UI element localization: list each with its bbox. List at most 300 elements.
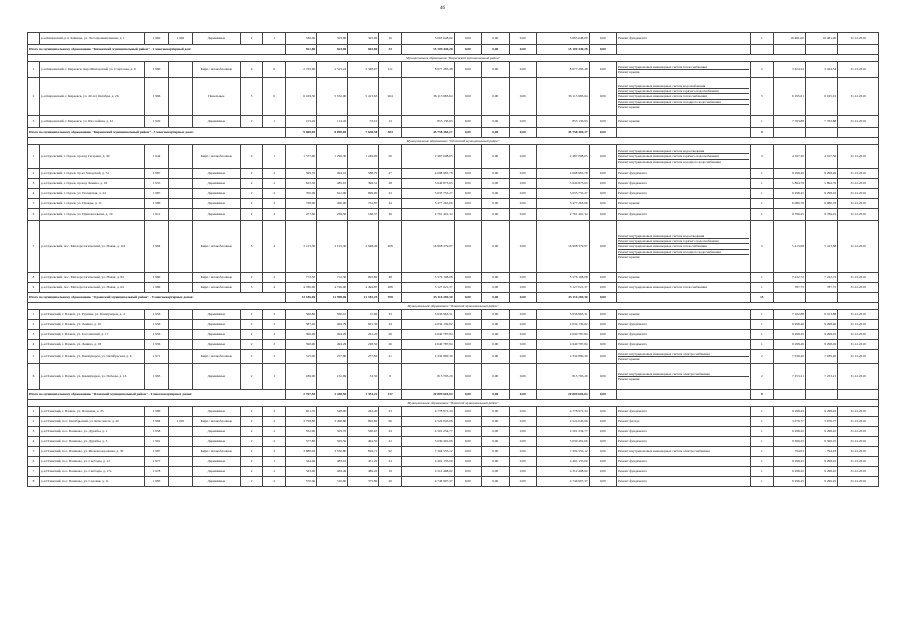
row-number: 3	[28, 116, 40, 128]
renovation-year-cell	[169, 221, 193, 273]
other-funds-cell: 0,00	[589, 62, 616, 78]
building-row	[28, 310, 879, 320]
renovation-year-cell	[169, 457, 193, 467]
unit-cost-cell: 9 296,45	[773, 477, 805, 487]
built-year-cell: 1 984	[145, 221, 169, 273]
budget-municipal-cell: 0,00	[509, 145, 536, 169]
floors-cell: 2	[240, 179, 263, 189]
budget-region-cell: 0,00	[482, 437, 509, 447]
work-count-cell: 5	[750, 78, 773, 116]
residents-cell: 22	[379, 437, 402, 447]
fund-cell: 0,00	[454, 457, 481, 467]
work-type-item: Ремонт крыши	[618, 357, 640, 361]
residents-cell: 24	[379, 427, 402, 437]
wall-material-cell: Деревянные	[192, 310, 240, 320]
building-row	[28, 407, 879, 417]
total-area-value: 921,80	[286, 45, 317, 55]
work-type-item: Ремонт крыши	[618, 201, 640, 206]
total-owners-funds: 45 758 369,17	[537, 128, 590, 138]
budget-region-cell: 0,00	[482, 145, 509, 169]
max-unit-cost-cell: 3 076,77	[805, 417, 837, 427]
unit-cost-cell: 9 298,45	[773, 407, 805, 417]
work-type-cell	[617, 310, 751, 320]
total-cost-cell: 2 761 491,34	[401, 209, 454, 221]
address-cell: р-н Одоевский, пос. Метеорологический, ул. Новая, д. 84	[39, 273, 144, 283]
municipality-title: Муниципальное образование "Одоевский муниципальный район"	[28, 138, 879, 145]
work-type-cell	[617, 209, 751, 221]
total-cost: 45 116 269,30	[401, 293, 454, 303]
address-cell: р-н Плавский, г. Плавск, ул. Ясеневая, д. 25	[39, 407, 144, 417]
residents-cell: 264	[379, 78, 402, 116]
fund-cell: 0,00	[454, 189, 481, 199]
row-number: 1	[28, 407, 40, 417]
total-area-cell: 186,90	[286, 364, 317, 390]
floors-cell: 4	[240, 62, 263, 78]
building-row	[28, 33, 879, 45]
residents-cell: 288	[379, 283, 402, 293]
work-count-cell: 1	[750, 457, 773, 467]
building-row	[28, 78, 879, 116]
budget-region-cell: 0,00	[482, 407, 509, 417]
building-row	[28, 273, 879, 283]
unit-cost-cell: 5 894,79	[773, 179, 805, 189]
residents-cell: 96	[379, 417, 402, 427]
total-cost-cell: 5 039 491,06	[401, 437, 454, 447]
deadline-cell: 31.12.2019	[838, 417, 879, 427]
owners-funds-cell: 5 039 491,06	[537, 437, 590, 447]
residential-area-cell: 528,00	[317, 407, 348, 417]
budget-municipal-cell: 0,00	[509, 221, 536, 273]
work-count-cell: 1	[750, 427, 773, 437]
row-number: 3	[28, 427, 40, 437]
floors-cell: 2	[240, 447, 263, 457]
work-count-cell: 1	[750, 477, 773, 487]
row-number: 5	[28, 350, 40, 364]
work-count-cell: 1	[750, 116, 773, 128]
work-type-item: Ремонт фасада	[618, 419, 640, 424]
built-year-cell: 1 955	[145, 179, 169, 189]
built-year-cell: 1 958	[145, 427, 169, 437]
entrances-cell: 1	[263, 145, 286, 169]
municipality-title: Муниципальное образование "Плавский муниципальный район"	[28, 400, 879, 407]
work-type-item: Ремонт фундамента	[618, 171, 647, 176]
total-blank	[838, 293, 879, 303]
total-area-cell: 2 745,60	[286, 62, 317, 78]
budget-municipal-cell: 0,00	[509, 310, 536, 320]
residents-cell: 208	[379, 221, 402, 273]
built-year-cell: 1 966	[145, 78, 169, 116]
residents-cell: 56	[379, 145, 402, 169]
owners-funds-cell: 3 635 755,27	[537, 189, 590, 199]
address-cell: р-н Киреевский, г. Киреевск, ул. 40 лет Октября, д. 26	[39, 78, 144, 116]
residential-area-cell: 269,30	[317, 209, 348, 221]
entrances-cell: 2	[263, 199, 286, 209]
owned-area-cell: 2 948,46	[348, 221, 379, 273]
work-type-item: Ремонт внутридомовых инженерных систем теплоснабжения	[618, 94, 749, 99]
work-type-cell	[617, 320, 751, 330]
work-type-cell	[617, 330, 751, 340]
owners-funds-cell: 2 487 008,05	[537, 145, 590, 169]
work-type-item: Ремонт фундамента	[618, 191, 647, 196]
max-unit-cost-cell: 5 894,79	[805, 179, 837, 189]
max-unit-cost-cell: 9 298,45	[805, 330, 837, 340]
wall-material-cell: Деревянные	[192, 437, 240, 447]
owners-funds-cell: 4 098 981,78	[537, 169, 590, 179]
budget-region-cell: 0,00	[482, 283, 509, 293]
building-row	[28, 427, 879, 437]
budget-region-cell: 0,00	[482, 209, 509, 221]
max-unit-cost-cell: 4 197,30	[805, 145, 837, 169]
owners-funds-cell: 36 113 983,64	[537, 78, 590, 116]
total-cost-cell: 4 524 045,06	[401, 417, 454, 427]
built-year-cell: 1 980	[145, 199, 169, 209]
row-number: 7	[28, 221, 40, 273]
work-count-cell: 2	[750, 364, 773, 390]
work-type-cell	[617, 447, 751, 457]
work-type-cell	[617, 145, 751, 169]
renovation-year-cell	[169, 62, 193, 78]
work-count-cell: 1	[750, 179, 773, 189]
fund-cell: 0,00	[454, 467, 481, 477]
work-type-item: Ремонт крыши	[618, 119, 640, 124]
deadline-cell: 31.12.2019	[838, 427, 879, 437]
total-cost-cell: 4 778 971,34	[401, 407, 454, 417]
built-year-cell: 1 983	[145, 477, 169, 487]
work-type-item: Ремонт фундамента	[618, 469, 647, 474]
wall-material-cell: Деревянные	[192, 427, 240, 437]
address-cell: р-н Одоевский, г. Одоев, проезд Ленина, д. 18	[39, 179, 144, 189]
residents-cell: 26	[379, 340, 402, 350]
budget-municipal-cell: 0,00	[509, 320, 536, 330]
owners-funds-cell: 4 640 787,84	[537, 330, 590, 340]
total-cost: 45 758 369,17	[401, 128, 454, 138]
work-count-cell: 1	[750, 340, 773, 350]
budget-region-cell: 0,00	[482, 310, 509, 320]
total-cost-cell: 3 636 963,31	[401, 310, 454, 320]
building-row	[28, 116, 879, 128]
work-type-item: Ремонт фундамента	[618, 409, 647, 414]
total-blank	[805, 45, 837, 55]
residential-area-cell: 1 290,30	[317, 145, 348, 169]
budget-municipal-cell: 0,00	[509, 364, 536, 390]
total-cost-cell: 5 063 048,00	[401, 33, 454, 45]
residents-cell: 16	[379, 33, 402, 45]
wall-material-cell: Деревянные	[192, 467, 240, 477]
max-unit-cost-cell: 9 298,45	[805, 467, 837, 477]
other-funds-cell: 0,00	[589, 310, 616, 320]
total-cost-cell: 855 136,93	[401, 116, 454, 128]
residents-cell: 23	[379, 407, 402, 417]
entrances-cell: 6	[263, 62, 286, 78]
building-row	[28, 340, 879, 350]
building-row	[28, 330, 879, 340]
work-type-item: Ремонт фундамента	[618, 479, 647, 484]
total-area-cell: 587,40	[286, 320, 317, 330]
total-area-value: 9 068,09	[286, 128, 317, 138]
total-area-cell: 336,00	[286, 33, 317, 45]
row-number: 4	[28, 340, 40, 350]
budget-municipal-cell: 0,00	[509, 330, 536, 340]
work-type-cell	[617, 169, 751, 179]
wall-material-cell: Панельные	[192, 78, 240, 116]
residents-cell: 48	[379, 273, 402, 283]
owned-area-cell: 166,37	[348, 209, 379, 221]
total-cost-cell: 3 477 263,06	[401, 199, 454, 209]
work-type-cell	[617, 189, 751, 199]
work-type-cell	[617, 477, 751, 487]
work-count-cell: 1	[750, 283, 773, 293]
work-type-cell	[617, 437, 751, 447]
total-cost-cell: 16 908 379,97	[401, 221, 454, 273]
row-number: 2	[28, 417, 40, 427]
work-type-item: Ремонт фундамента	[618, 212, 647, 217]
other-funds-cell: 0,00	[589, 427, 616, 437]
work-type-item: Ремонт внутридомовых инженерных систем водоснабжения	[618, 84, 749, 89]
residential-area-cell: 2 523,24	[317, 62, 348, 78]
max-unit-cost-cell: 9 298,45	[805, 407, 837, 417]
municipality-total-row	[28, 128, 879, 138]
renovation-year-cell	[169, 467, 193, 477]
budget-region-cell: 0,00	[482, 78, 509, 116]
row-number: 8	[28, 273, 40, 283]
floors-cell: 2	[240, 417, 263, 427]
budget-municipal-cell: 0,00	[509, 447, 536, 457]
total-cost-cell: 4 746 907,37	[401, 477, 454, 487]
renovation-year-cell	[169, 320, 193, 330]
total-residents: 33	[379, 45, 402, 55]
work-type-cell	[617, 427, 751, 437]
owned-area-cell: 53,10	[348, 116, 379, 128]
total-area-cell: 772,30	[286, 273, 317, 283]
fund-cell: 0,00	[454, 310, 481, 320]
unit-cost-cell: 9 298,49	[773, 169, 805, 179]
total-fund-value: 0,00	[509, 128, 536, 138]
floors-cell: 2	[240, 209, 263, 221]
total-area-cell: 315,00	[286, 350, 317, 364]
row-number: 2	[28, 78, 40, 116]
fund-cell: 0,00	[454, 447, 481, 457]
total-fund-value: 0,00	[454, 293, 481, 303]
row-number: 4	[28, 189, 40, 199]
fund-cell: 0,00	[454, 364, 481, 390]
deadline-cell: 31.12.2019	[838, 33, 879, 45]
deadline-cell: 31.12.2019	[838, 169, 879, 179]
deadline-cell: 31.12.2019	[838, 145, 879, 169]
unit-cost-cell: 9 298,45	[773, 457, 805, 467]
owners-funds-cell: 4 501 234,77	[537, 427, 590, 437]
work-type-item: Ремонт внутридомовых инженерных систем электроснабжения	[618, 449, 710, 454]
fund-cell: 0,00	[454, 320, 481, 330]
entrances-cell: 2	[263, 209, 286, 221]
total-owners-funds: 20 809 604,04	[537, 390, 590, 400]
owned-area-cell: 305,90	[348, 33, 379, 45]
total-fund-value: 0,00	[509, 390, 536, 400]
address-cell: р-н Плавский, пос. Пашково, ул. Дружбы, д. 3	[39, 437, 144, 447]
residents-cell: 27	[379, 169, 402, 179]
total-area-cell: 577,80	[286, 437, 317, 447]
deadline-cell: 31.12.2019	[838, 330, 879, 340]
residential-area-cell: 463,49	[317, 467, 348, 477]
fund-cell: 0,00	[454, 221, 481, 273]
budget-region-cell: 0,00	[482, 189, 509, 199]
entrances-cell: 2	[263, 350, 286, 364]
wall-material-cell: Деревянные	[192, 320, 240, 330]
address-cell: р-н Плавский, г. Плавск, ул. Ленина, д. 10	[39, 320, 144, 330]
budget-region-cell: 0,00	[482, 364, 509, 390]
total-area-cell: 599,70	[286, 169, 317, 179]
owners-funds-cell: 3 640 873,63	[537, 179, 590, 189]
row-number	[28, 33, 40, 45]
renovation-year-cell	[169, 350, 193, 364]
max-unit-cost-cell: 5 413,68	[805, 221, 837, 273]
fund-cell: 0,00	[454, 427, 481, 437]
deadline-cell: 31.12.2019	[838, 477, 879, 487]
built-year-cell: 1 989	[145, 283, 169, 293]
renovation-year-cell	[169, 340, 193, 350]
total-blank	[838, 390, 879, 400]
total-area-cell: 621,70	[286, 407, 317, 417]
address-cell: р-н Плавский, г. Плавск, ул. Гоголевский, д. 17	[39, 330, 144, 340]
renovation-year-cell	[169, 145, 193, 169]
address-cell: р-н Плавский, г. Плавск, ул. Коммунаров, ул. Победы, д. 16	[39, 364, 144, 390]
budget-municipal-cell: 0,00	[509, 116, 536, 128]
municipality-title: Муниципальное образование "Киреевский муниципальный район"	[28, 55, 879, 62]
floors-cell: 2	[240, 467, 263, 477]
unit-cost-cell: 9 786,45	[773, 209, 805, 221]
residential-area-cell: 305,90	[317, 33, 348, 45]
fund-cell: 0,00	[454, 283, 481, 293]
fund-cell: 0,00	[454, 62, 481, 78]
budget-municipal-cell: 0,00	[509, 283, 536, 293]
work-type-cell	[617, 457, 751, 467]
owners-funds-cell: 7 304 555,12	[537, 447, 590, 457]
residents-cell: 34	[379, 199, 402, 209]
budget-region-cell: 0,00	[482, 62, 509, 78]
deadline-cell: 31.12.2019	[838, 78, 879, 116]
total-area-cell: 543,00	[286, 467, 317, 477]
owners-funds-cell: 5 063 048,00	[537, 33, 590, 45]
max-unit-cost-cell: 9 298,45	[805, 427, 837, 437]
residents-cell: 121	[379, 62, 402, 78]
other-funds-cell: 0,00	[589, 320, 616, 330]
total-area-value: 11 182,25	[348, 293, 379, 303]
owned-area-cell: 375,80	[348, 477, 379, 487]
owners-funds-cell: 3 636 963,31	[537, 310, 590, 320]
owners-funds-cell: 4 746 907,37	[537, 477, 590, 487]
row-number: 1	[28, 62, 40, 78]
floors-cell: 2	[240, 340, 263, 350]
fund-cell: 0,00	[454, 169, 481, 179]
budget-municipal-cell: 0,00	[509, 417, 536, 427]
residential-area-cell: 3 123,30	[317, 221, 348, 273]
fund-cell: 0,00	[454, 179, 481, 189]
total-area-cell: 623,30	[286, 179, 317, 189]
total-cost-cell: 4 098 981,78	[401, 169, 454, 179]
floors-cell: 2	[240, 330, 263, 340]
work-type-cell	[617, 467, 751, 477]
entrances-cell: 2	[263, 467, 286, 477]
building-row	[28, 437, 879, 447]
total-area-cell: 590,90	[286, 330, 317, 340]
other-funds-cell: 0,00	[589, 477, 616, 487]
owners-funds-cell: 2 332 890,30	[537, 350, 590, 364]
residential-area-cell: 494,10	[317, 169, 348, 179]
address-cell: р-н Плавский, пос. Пашково, ул. Свободы, д. 17а	[39, 467, 144, 477]
other-funds-cell: 0,00	[589, 33, 616, 45]
address-cell: р-н Плавский, г. Плавск, ул. Ленина, д. 18	[39, 340, 144, 350]
max-unit-cost-cell: 9 103,88	[805, 310, 837, 320]
building-row	[28, 62, 879, 78]
built-year-cell: 1 984	[145, 417, 169, 427]
residential-area-cell: 483,10	[317, 457, 348, 467]
total-blank	[805, 128, 837, 138]
max-unit-cost-cell: 9 298,49	[805, 340, 837, 350]
work-type-cell	[617, 350, 751, 364]
total-blank	[617, 293, 751, 303]
work-type-item: Ремонт внутридомовых инженерных систем водоотведения	[618, 149, 749, 154]
entrances-cell: 1	[263, 457, 286, 467]
owners-funds-cell: 4 524 045,06	[537, 417, 590, 427]
entrances-cell: 2	[263, 189, 286, 199]
work-type-item: Ремонт внутридомовых инженерных систем теплоснабжения	[618, 65, 749, 70]
entrances-cell: 2	[263, 477, 286, 487]
wall-material-cell: Кирп./ шлакоблочные	[192, 273, 240, 283]
max-unit-cost-cell: 7 039,20	[805, 350, 837, 364]
work-count-cell: 1	[750, 273, 773, 283]
work-type-item: Ремонт фундамента	[618, 181, 647, 186]
deadline-cell: 31.12.2019	[838, 310, 879, 320]
floors-cell: 2	[240, 457, 263, 467]
total-other-funds: 0,00	[589, 45, 616, 55]
budget-municipal-cell: 0,00	[509, 427, 536, 437]
budget-region-cell: 0,00	[482, 447, 509, 457]
budget-region-cell: 0,00	[482, 350, 509, 364]
total-area-cell: 3 758,80	[286, 417, 317, 427]
entrances-cell: 2	[263, 417, 286, 427]
wall-material-cell: Деревянные	[192, 330, 240, 340]
owned-area-cell: 396,51	[348, 179, 379, 189]
building-row	[28, 477, 879, 487]
address-cell: р-н Одоевский, г. Одоев, проезд Гагарина, д. 49	[39, 145, 144, 169]
total-cost-cell: 4 634 139,62	[401, 320, 454, 330]
renovation-year-cell: 1 992	[169, 33, 193, 45]
work-type-cell	[617, 179, 751, 189]
deadline-cell: 31.12.2019	[838, 283, 879, 293]
entrances-cell: 2	[263, 437, 286, 447]
residential-area-cell: 3 550,80	[317, 447, 348, 457]
total-other-funds: 0,00	[589, 128, 616, 138]
built-year-cell: 1 912	[145, 209, 169, 221]
max-unit-cost-cell: 9 298,49	[805, 169, 837, 179]
wall-material-cell: Деревянные	[192, 179, 240, 189]
total-cost-cell: 7 304 555,12	[401, 447, 454, 457]
building-row	[28, 221, 879, 273]
fund-cell: 0,00	[454, 330, 481, 340]
wall-material-cell: Кирп./ шлакоблочные	[192, 283, 240, 293]
owned-area-cell: 5 413,63	[348, 78, 379, 116]
residential-area-cell: 494,29	[317, 340, 348, 350]
work-type-item: Ремонт внутридомовых инженерных систем холодного водоснабжения	[618, 159, 721, 164]
owners-funds-cell: 4 634 139,62	[537, 320, 590, 330]
wall-material-cell: Кирп./ шлакоблочные	[192, 350, 240, 364]
work-count-cell: 1	[750, 209, 773, 221]
floors-cell: 2	[240, 350, 263, 364]
work-type-item: Ремонт внутридомовых инженерных систем горячего водоснабжения	[618, 154, 749, 159]
wall-material-cell: Деревянные	[192, 189, 240, 199]
total-cost-cell: 3 635 755,27	[401, 189, 454, 199]
unit-cost-cell: 6 080,76	[773, 199, 805, 209]
owners-funds-cell: 2 761 491,34	[537, 209, 590, 221]
